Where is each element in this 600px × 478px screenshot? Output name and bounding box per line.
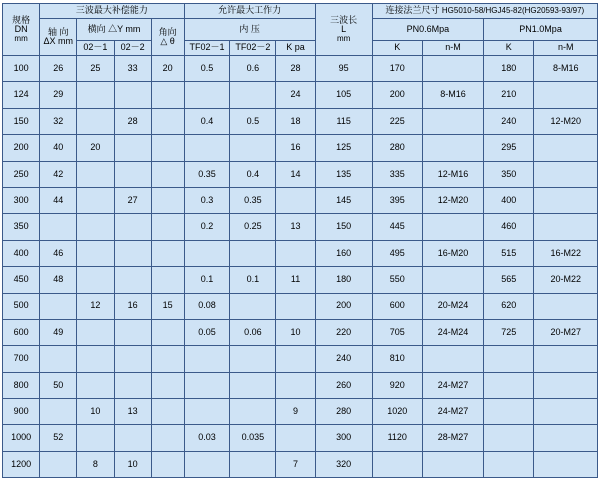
cell-axial [40,399,77,425]
cell-p2: 0.1 [230,267,276,293]
header-angular [151,19,184,56]
cell-length: 150 [315,214,372,240]
cell-pn06-k: 1120 [372,425,422,451]
cell-pn06-k: 600 [372,293,422,319]
cell-p1: 0.35 [184,161,230,187]
cell-lateral-2 [114,161,151,187]
cell-pn06-k: 920 [372,372,422,398]
cell-length: 200 [315,293,372,319]
table-row [3,108,598,134]
cell-lateral-2 [114,425,151,451]
cell-lateral-1: 25 [77,56,114,82]
header-pn10-k: K [484,41,534,56]
cell-lateral-2 [114,82,151,108]
cell-angular [151,425,184,451]
table-row [3,319,598,345]
header-inner-pressure: 内 压 [184,19,315,41]
table-row [3,346,598,372]
cell-pn06-k: 705 [372,319,422,345]
cell-axial: 32 [40,108,77,134]
cell-p1 [184,240,230,266]
cell-dn: 500 [3,293,40,319]
header-flange-title: 连接法兰尺寸 [385,5,440,16]
cell-lateral-2 [114,372,151,398]
cell-p2: 0.25 [230,214,276,240]
cell-pn06-k: 1020 [372,399,422,425]
cell-dn: 300 [3,187,40,213]
cell-pn10-nm [534,82,598,108]
cell-length: 115 [315,108,372,134]
cell-axial: 29 [40,82,77,108]
cell-axial: 52 [40,425,77,451]
cell-lateral-2 [114,135,151,161]
cell-lateral-1 [77,214,114,240]
cell-p1: 0.3 [184,187,230,213]
cell-p2: 0.6 [230,56,276,82]
cell-axial: 40 [40,135,77,161]
cell-dn: 1200 [3,451,40,477]
cell-lateral-1 [77,240,114,266]
cell-kpa: 13 [276,214,315,240]
header-p2: TF02－2 [230,41,276,56]
cell-p1 [184,346,230,372]
header-kpa: K pa [276,41,315,56]
cell-dn: 1000 [3,425,40,451]
cell-pn10-nm [534,346,598,372]
cell-lateral-2: 27 [114,187,151,213]
table-row [3,425,598,451]
cell-pn10-nm: 20-M22 [534,267,598,293]
cell-p1 [184,372,230,398]
cell-pn10-nm: 16-M22 [534,240,598,266]
cell-pn06-nm: 24-M27 [422,372,483,398]
header-dn-group [3,4,40,56]
cell-length: 95 [315,56,372,82]
cell-kpa: 28 [276,56,315,82]
cell-kpa [276,240,315,266]
cell-pn06-k: 225 [372,108,422,134]
cell-pn10-k [484,399,534,425]
cell-p2: 0.035 [230,425,276,451]
cell-pn10-nm [534,293,598,319]
header-pn06: PN0.6Mpa [372,19,484,41]
cell-pn10-k [484,346,534,372]
table-row [3,214,598,240]
cell-p2: 0.06 [230,319,276,345]
cell-pn10-k: 240 [484,108,534,134]
cell-pn10-k [484,425,534,451]
cell-lateral-1: 8 [77,451,114,477]
cell-pn10-k [484,372,534,398]
cell-p1: 0.03 [184,425,230,451]
header-row-columns [3,41,598,56]
table-row [3,399,598,425]
cell-p2 [230,293,276,319]
cell-p1 [184,135,230,161]
cell-p2 [230,240,276,266]
cell-length: 135 [315,161,372,187]
cell-length: 280 [315,399,372,425]
cell-pn06-nm: 12-M16 [422,161,483,187]
cell-kpa [276,187,315,213]
cell-pn10-k: 210 [484,82,534,108]
cell-kpa: 7 [276,451,315,477]
header-compensation-group: 三波最大补偿能力 [40,4,184,19]
cell-pn10-nm: 8-M16 [534,56,598,82]
table-row [3,372,598,398]
cell-dn: 350 [3,214,40,240]
cell-angular: 15 [151,293,184,319]
cell-p2: 0.4 [230,161,276,187]
cell-p1 [184,451,230,477]
cell-pn06-nm [422,346,483,372]
cell-angular [151,346,184,372]
cell-axial [40,293,77,319]
header-pressure-group: 允许最大工作力 [184,4,315,19]
header-pn10: PN1.0Mpa [484,19,598,41]
cell-dn: 124 [3,82,40,108]
table-row [3,187,598,213]
cell-angular [151,399,184,425]
cell-lateral-1 [77,267,114,293]
cell-pn06-k: 445 [372,214,422,240]
cell-pn10-nm [534,372,598,398]
cell-pn06-nm [422,135,483,161]
table-row [3,293,598,319]
cell-lateral-2: 10 [114,451,151,477]
cell-lateral-2 [114,240,151,266]
header-row-groups [3,4,598,19]
header-length-unit: mm [337,33,351,43]
cell-p2 [230,135,276,161]
cell-length: 145 [315,187,372,213]
cell-p1 [184,82,230,108]
header-pn06-nm: n-M [422,41,483,56]
cell-axial: 50 [40,372,77,398]
cell-pn10-nm [534,214,598,240]
header-flange-standard: HG5010-58/HGJ45-82(HG20593-93/97) [441,6,585,16]
cell-lateral-1 [77,372,114,398]
cell-pn10-k [484,451,534,477]
cell-angular [151,372,184,398]
cell-pn06-k: 395 [372,187,422,213]
cell-pn06-nm [422,214,483,240]
cell-angular [151,108,184,134]
cell-lateral-2 [114,346,151,372]
header-flange-group [372,4,597,19]
cell-axial: 49 [40,319,77,345]
cell-angular: 20 [151,56,184,82]
cell-pn06-nm: 24-M24 [422,319,483,345]
cell-pn06-nm: 8-M16 [422,82,483,108]
cell-pn06-nm [422,56,483,82]
header-lateral-c2: 02－2 [114,41,151,56]
cell-kpa: 18 [276,108,315,134]
cell-lateral-1: 12 [77,293,114,319]
cell-length: 160 [315,240,372,266]
cell-kpa [276,293,315,319]
cell-dn: 200 [3,135,40,161]
cell-dn: 450 [3,267,40,293]
header-axial-label: 轴 向 [48,26,69,37]
cell-pn10-k: 725 [484,319,534,345]
cell-pn10-nm [534,425,598,451]
cell-angular [151,240,184,266]
cell-p1 [184,399,230,425]
cell-lateral-2: 28 [114,108,151,134]
cell-axial: 46 [40,240,77,266]
header-lateral: 横向 △Y mm [77,19,151,41]
cell-pn10-nm: 20-M27 [534,319,598,345]
cell-lateral-1 [77,319,114,345]
spec-sheet [0,3,600,469]
cell-kpa [276,372,315,398]
table-row [3,451,598,477]
header-lateral-c1: 02－1 [77,41,114,56]
cell-axial: 42 [40,161,77,187]
cell-pn10-k: 515 [484,240,534,266]
cell-pn06-nm [422,451,483,477]
cell-pn10-nm [534,187,598,213]
cell-dn: 600 [3,319,40,345]
table-row [3,82,598,108]
header-length-title: 三波长 [330,14,358,25]
cell-pn06-k [372,451,422,477]
cell-pn10-k: 620 [484,293,534,319]
cell-angular [151,214,184,240]
cell-angular [151,161,184,187]
cell-axial: 48 [40,267,77,293]
cell-lateral-2: 13 [114,399,151,425]
cell-pn10-nm [534,451,598,477]
cell-dn: 150 [3,108,40,134]
cell-pn10-k: 400 [484,187,534,213]
cell-length: 105 [315,82,372,108]
cell-pn06-nm: 20-M24 [422,293,483,319]
cell-angular [151,82,184,108]
cell-lateral-1 [77,187,114,213]
header-row-subgroups [3,19,598,41]
cell-pn10-k: 180 [484,56,534,82]
cell-length: 125 [315,135,372,161]
header-angular-symbol: △ θ [160,36,175,46]
cell-lateral-1: 20 [77,135,114,161]
cell-p2: 0.35 [230,187,276,213]
cell-angular [151,451,184,477]
cell-pn06-k: 200 [372,82,422,108]
header-angular-label: 角向 [158,26,177,37]
cell-p2 [230,372,276,398]
cell-p2: 0.5 [230,108,276,134]
cell-kpa: 24 [276,82,315,108]
cell-dn: 100 [3,56,40,82]
cell-p1: 0.2 [184,214,230,240]
cell-p1: 0.4 [184,108,230,134]
cell-pn06-nm: 24-M27 [422,399,483,425]
cell-lateral-1: 10 [77,399,114,425]
cell-kpa: 16 [276,135,315,161]
header-axial-symbol: ΔX mm [43,36,74,46]
table-row [3,161,598,187]
cell-pn06-k: 550 [372,267,422,293]
cell-p1: 0.05 [184,319,230,345]
cell-kpa: 10 [276,319,315,345]
table-row [3,240,598,266]
cell-length: 220 [315,319,372,345]
table-body [3,56,598,478]
cell-kpa [276,425,315,451]
header-pn10-nm: n-M [534,41,598,56]
cell-pn10-k: 295 [484,135,534,161]
cell-pn06-nm: 28-M27 [422,425,483,451]
cell-length: 260 [315,372,372,398]
cell-p2 [230,399,276,425]
cell-dn: 800 [3,372,40,398]
header-length-group [315,4,372,56]
cell-lateral-1 [77,82,114,108]
table-row [3,135,598,161]
cell-length: 180 [315,267,372,293]
cell-pn10-nm [534,161,598,187]
specification-table [2,3,598,478]
cell-dn: 250 [3,161,40,187]
cell-dn: 400 [3,240,40,266]
cell-kpa: 14 [276,161,315,187]
cell-p2 [230,451,276,477]
cell-axial [40,451,77,477]
header-spec-label: 规格 [12,14,31,25]
header-dn-label: DN [14,24,28,35]
cell-p1: 0.1 [184,267,230,293]
cell-angular [151,319,184,345]
cell-pn10-k: 460 [484,214,534,240]
cell-pn06-k: 810 [372,346,422,372]
cell-pn06-k: 170 [372,56,422,82]
cell-pn10-nm [534,399,598,425]
cell-length: 320 [315,451,372,477]
cell-pn10-k: 350 [484,161,534,187]
cell-axial [40,214,77,240]
cell-axial: 44 [40,187,77,213]
cell-pn10-k: 565 [484,267,534,293]
table-row [3,56,598,82]
cell-angular [151,187,184,213]
cell-axial: 26 [40,56,77,82]
cell-lateral-2: 33 [114,56,151,82]
cell-lateral-2 [114,267,151,293]
cell-pn06-k: 495 [372,240,422,266]
cell-angular [151,267,184,293]
cell-pn06-nm: 12-M20 [422,187,483,213]
cell-pn06-k: 335 [372,161,422,187]
cell-pn06-nm [422,108,483,134]
cell-lateral-1 [77,346,114,372]
cell-dn: 900 [3,399,40,425]
cell-angular [151,135,184,161]
cell-p1: 0.08 [184,293,230,319]
cell-p2 [230,82,276,108]
cell-dn: 700 [3,346,40,372]
cell-length: 240 [315,346,372,372]
table-row [3,267,598,293]
cell-pn06-k: 280 [372,135,422,161]
header-length-symbol: L [341,24,347,35]
cell-lateral-1 [77,108,114,134]
cell-kpa: 9 [276,399,315,425]
cell-pn10-nm [534,135,598,161]
cell-p2 [230,346,276,372]
cell-pn10-nm: 12-M20 [534,108,598,134]
cell-kpa [276,346,315,372]
cell-lateral-2 [114,319,151,345]
header-dn-unit: mm [14,33,28,43]
cell-pn06-nm [422,267,483,293]
header-axial [40,19,77,56]
header-pn06-k: K [372,41,422,56]
cell-lateral-2: 16 [114,293,151,319]
cell-lateral-1 [77,161,114,187]
header-p1: TF02－1 [184,41,230,56]
cell-axial [40,346,77,372]
cell-kpa: 11 [276,267,315,293]
cell-p1: 0.5 [184,56,230,82]
cell-lateral-1 [77,425,114,451]
cell-length: 300 [315,425,372,451]
cell-lateral-2 [114,214,151,240]
cell-pn06-nm: 16-M20 [422,240,483,266]
